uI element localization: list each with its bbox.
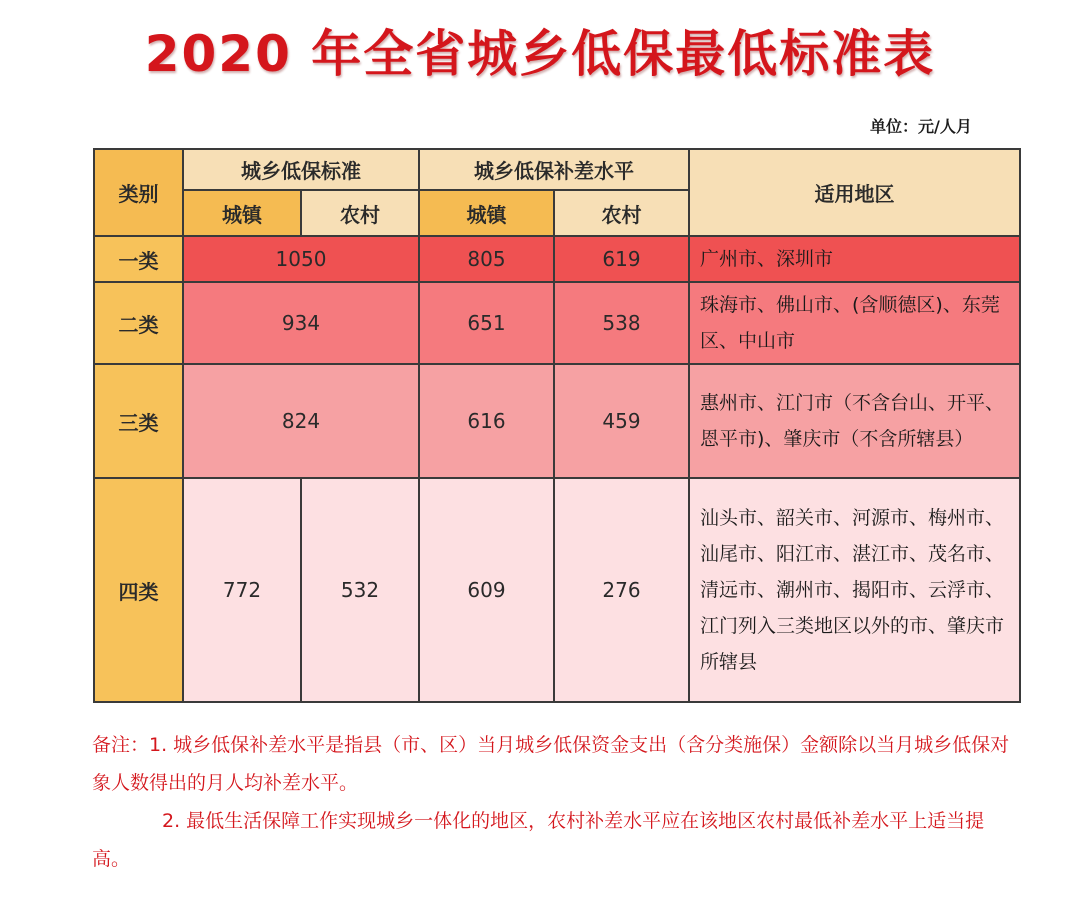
header-subsidy: 城乡低保补差水平 (419, 149, 689, 190)
row-area: 广州市、深圳市 (689, 236, 1020, 282)
table-row (94, 478, 1020, 702)
row-category: 三类 (94, 364, 183, 478)
row-standard: 1050 (183, 236, 419, 282)
row-subsidy-urban: 651 (419, 282, 554, 364)
header-row-1 (94, 149, 1020, 190)
header-area: 适用地区 (689, 149, 1020, 236)
row-subsidy-rural: 619 (554, 236, 689, 282)
table-row (94, 282, 1020, 364)
row-subsidy-urban: 805 (419, 236, 554, 282)
row-standard: 824 (183, 364, 419, 478)
row-category: 四类 (94, 478, 183, 702)
header-standard: 城乡低保标准 (183, 149, 419, 190)
table-row (94, 236, 1020, 282)
header-subsidy-urban: 城镇 (419, 190, 554, 236)
row-area: 汕头市、韶关市、河源市、梅州市、汕尾市、阳江市、湛江市、茂名市、清远市、潮州市、揭阳市、云浮市、江门列入三类地区以外的市、肇庆市所辖县 (689, 478, 1020, 702)
table-row (94, 364, 1020, 478)
row-standard: 934 (183, 282, 419, 364)
row-standard-urban: 772 (183, 478, 301, 702)
note-1: 备注：1. 城乡低保补差水平是指县（市、区）当月城乡低保资金支出（含分类施保）金额除以当月城乡低保对象人数得出的月人均补差水平。 (92, 734, 1010, 794)
row-subsidy-rural: 538 (554, 282, 689, 364)
standards-table (93, 148, 1021, 703)
header-subsidy-rural: 农村 (554, 190, 689, 236)
row-subsidy-rural: 459 (554, 364, 689, 478)
unit-label: 单位：元/人月 (870, 117, 972, 136)
row-subsidy-urban: 609 (419, 478, 554, 702)
header-standard-rural: 农村 (301, 190, 419, 236)
row-standard-rural: 532 (301, 478, 419, 702)
row-area: 珠海市、佛山市、(含顺德区)、东莞区、中山市 (689, 282, 1020, 364)
page-title: 2020 年全省城乡低保最低标准表 (144, 25, 936, 83)
header-category: 类别 (94, 149, 183, 236)
header-standard-urban: 城镇 (183, 190, 301, 236)
row-category: 一类 (94, 236, 183, 282)
row-category: 二类 (94, 282, 183, 364)
note-2: 2. 最低生活保障工作实现城乡一体化的地区，农村补差水平应在该地区农村最低补差水平上适当提高。 (92, 810, 985, 870)
row-subsidy-rural: 276 (554, 478, 689, 702)
row-subsidy-urban: 616 (419, 364, 554, 478)
notes-section (92, 726, 1012, 878)
row-area: 惠州市、江门市（不含台山、开平、恩平市)、肇庆市（不含所辖县） (689, 364, 1020, 478)
